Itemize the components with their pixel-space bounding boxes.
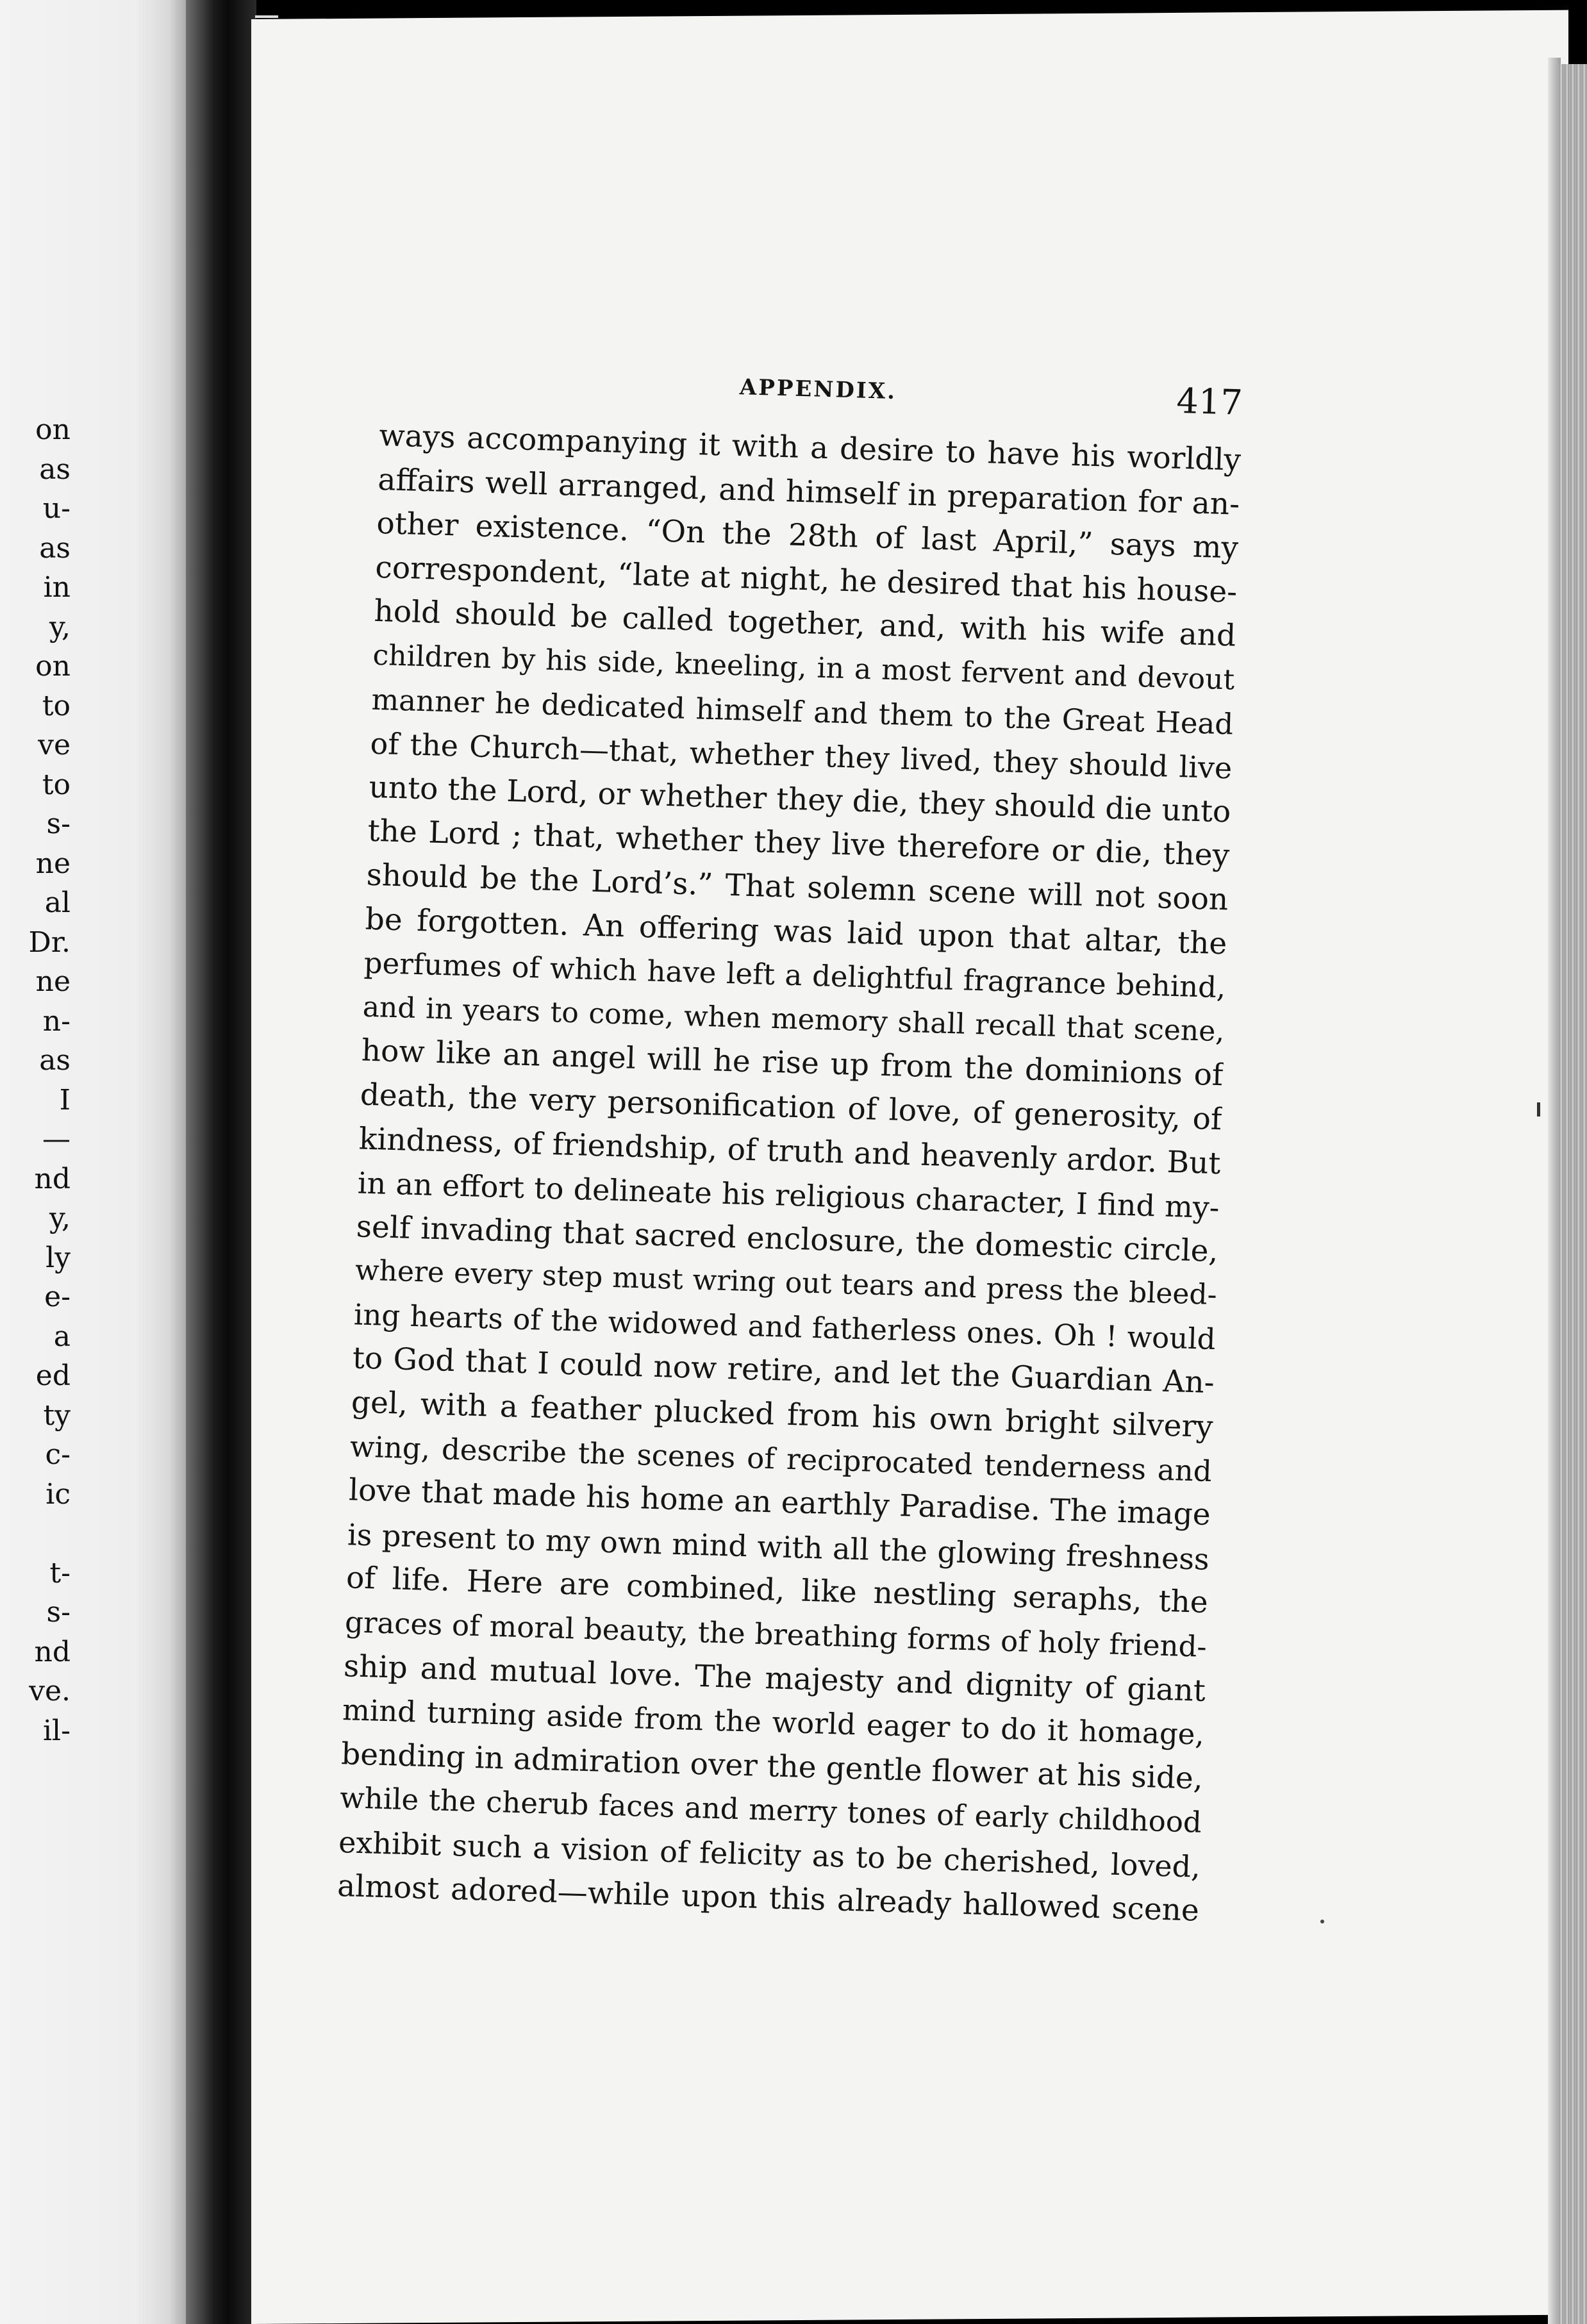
text-line: self invading that sacred enclosure, the domestic circle, (356, 1209, 1219, 1269)
book-gutter-shadow (186, 0, 256, 2324)
left-page-fragment: to (42, 768, 71, 801)
text-line: love that made his home an earthly Paradise. The image (348, 1472, 1211, 1533)
page-content (329, 359, 1243, 2216)
text-line: kindness, of friendship, of truth and heavenly ardor. But (358, 1121, 1222, 1181)
margin-speck (1537, 1102, 1540, 1116)
text-line: the Lord ; that, whether they live therefore or die, they (367, 813, 1231, 874)
text-line: bending in admiration over the gentle flower at his side, (340, 1736, 1204, 1797)
left-page-fragment: to (42, 689, 71, 722)
text-line: graces of moral beauty, the breathing forms of holy friend- (344, 1605, 1208, 1664)
left-page-fragment: n- (42, 1004, 71, 1038)
scan-artifact-mark (255, 15, 278, 18)
left-page-fragment: on (35, 650, 71, 683)
left-page-fragment: u- (42, 492, 71, 525)
text-line: unto the Lord, or whether they die, they should die unto (368, 769, 1231, 830)
left-page-fragment: as (39, 531, 71, 565)
text-line: to God that I could now retire, and let the Guardian An- (352, 1340, 1215, 1401)
left-page-fragment: nd (34, 1162, 71, 1195)
left-page-fragment: ly (46, 1241, 71, 1274)
left-page-fragment: ed (35, 1359, 71, 1392)
left-page-fragment: as (39, 452, 71, 486)
left-page-fragment (0, 1514, 71, 1554)
text-line: should be the Lord’s.” That solemn scene will not soon (366, 857, 1229, 918)
left-page-fragment: — (42, 1123, 71, 1156)
text-line: of life. Here are combined, like nestling seraphs, the (345, 1560, 1209, 1621)
left-page-fragment: y, (49, 610, 71, 643)
text-line: wing, describe the scenes of reciprocated tenderness and (349, 1429, 1213, 1488)
text-line: ways accompanying it with a desire to have his worldly (378, 417, 1242, 478)
text-line: ship and mutual love. The majesty and dignity of giant (343, 1648, 1206, 1709)
page-number: 417 (1176, 380, 1243, 423)
text-line: while the cherub faces and merry tones of early childhood (339, 1780, 1202, 1840)
left-page-fragment: as (39, 1044, 71, 1077)
left-page-fragment: t- (49, 1556, 71, 1589)
text-line: how like an angel will he rise up from the dominions of (361, 1033, 1224, 1093)
left-page-fragment: ic (46, 1477, 71, 1511)
text-line: other existence. “On the 28th of last April,” says my (376, 506, 1239, 566)
text-line: almost adored—while upon this already hallowed scene (337, 1868, 1200, 1929)
left-page-fragment: s- (46, 808, 71, 840)
text-line: ing hearts of the widowed and fatherless ones. Oh ! would (353, 1297, 1217, 1356)
left-page-fragment: e- (44, 1281, 71, 1313)
left-page-fragment: il- (42, 1714, 71, 1747)
text-line: death, the very personification of love, of generosity, of (360, 1077, 1223, 1138)
left-page-fragment: s- (46, 1596, 71, 1629)
page-header: APPENDIX. (739, 374, 897, 405)
left-page-fragment: y, (49, 1202, 71, 1234)
stacked-page-edges (1558, 64, 1587, 2324)
text-line: manner he dedicated himself and them to the Great Head (370, 682, 1234, 742)
text-line: be forgotten. An offering was laid upon that altar, the (365, 901, 1228, 961)
text-line: where every step must wring out tears and press the bleed- (354, 1254, 1218, 1312)
left-page-fragment: nd (34, 1635, 71, 1668)
left-page-text-fragments (0, 410, 71, 1750)
left-page-fragment: ne (35, 847, 71, 880)
left-page-fragment: a (53, 1320, 71, 1353)
text-line: and in years to come, when memory shall recall that scene, (362, 990, 1226, 1049)
text-line: of the Church—that, whether they lived, they should live (369, 726, 1233, 786)
left-page-fragment: Dr. (28, 925, 71, 959)
dust-speck (1320, 1920, 1324, 1923)
text-line: mind turning aside from the world eager to do it homage, (342, 1693, 1205, 1752)
left-page-fragment: in (43, 571, 71, 604)
left-page-fragment: ve (38, 729, 71, 761)
text-line: gel, with a feather plucked from his own bright silvery (351, 1384, 1214, 1445)
text-line: hold should be called together, and, with his wife and (373, 593, 1236, 654)
body-text (337, 414, 1242, 1933)
left-page-fragment: on (35, 413, 71, 446)
left-page-fragment: ve. (29, 1675, 71, 1707)
left-facing-page (0, 0, 192, 2324)
left-page-fragment: al (44, 886, 71, 919)
left-page-fragment: I (59, 1083, 71, 1116)
text-line: in an effort to delineate his religious character, I find my- (357, 1165, 1220, 1225)
text-line: correspondent, “late at night, he desired that his house- (374, 549, 1238, 610)
text-line: affairs well arranged, and himself in preparation for an- (377, 461, 1240, 522)
left-page-fragment: ne (35, 965, 71, 998)
left-page-fragment: c- (45, 1438, 71, 1471)
text-line: children by his side, kneeling, in a most fervent and devout (372, 638, 1235, 697)
text-line: perfumes of which have left a delightful fragrance behind, (363, 945, 1227, 1005)
text-line: exhibit such a vision of felicity as to be cherished, loved, (338, 1825, 1201, 1884)
text-line: is present to my own mind with all the glowing freshness (347, 1517, 1210, 1577)
left-page-fragment: ty (43, 1399, 71, 1432)
